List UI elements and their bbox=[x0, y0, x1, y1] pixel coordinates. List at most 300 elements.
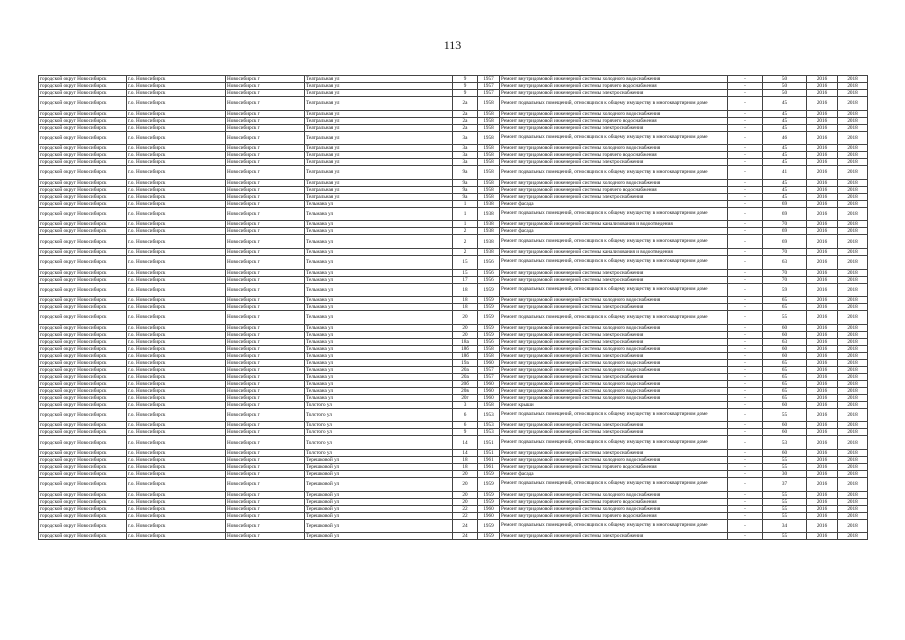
settlement-cell: г.о. Новосибирск bbox=[127, 304, 226, 311]
end-year-cell: 2018 bbox=[838, 422, 868, 429]
house-number-cell: 9 bbox=[453, 429, 478, 436]
end-year-cell: 2018 bbox=[838, 159, 868, 166]
end-year-cell: 2018 bbox=[838, 408, 868, 422]
build-year-cell: 1953 bbox=[478, 408, 500, 422]
house-number-cell: 20 bbox=[453, 331, 478, 338]
end-year-cell: 2018 bbox=[838, 76, 868, 83]
settlement-cell: г.о. Новосибирск bbox=[127, 436, 226, 450]
end-year-cell: 2018 bbox=[838, 380, 868, 387]
house-number-cell: 20 bbox=[453, 498, 478, 505]
house-number-cell: 18а bbox=[453, 338, 478, 345]
table-row bbox=[39, 533, 868, 540]
build-year-cell: 1958 bbox=[478, 352, 500, 359]
start-year-cell: 2016 bbox=[807, 324, 838, 331]
start-year-cell: 2016 bbox=[807, 90, 838, 97]
end-year-cell: 2018 bbox=[838, 394, 868, 401]
wear-percent-cell: 55 bbox=[763, 311, 807, 325]
municipality-cell: городской округ Новосибирск bbox=[39, 345, 127, 352]
house-number-cell: 20а bbox=[453, 366, 478, 373]
locality-cell: Новосибирск г bbox=[226, 131, 305, 145]
table-row bbox=[39, 387, 868, 394]
settlement-cell: г.о. Новосибирск bbox=[127, 269, 226, 276]
street-cell: Театральная ул bbox=[305, 145, 453, 152]
settlement-cell: г.о. Новосибирск bbox=[127, 422, 226, 429]
table-row bbox=[39, 359, 868, 366]
house-number-cell: 1 bbox=[453, 221, 478, 228]
build-year-cell: 1959 bbox=[478, 470, 500, 477]
start-year-cell: 2016 bbox=[807, 477, 838, 491]
build-year-cell: 1960 bbox=[478, 359, 500, 366]
locality-cell: Новосибирск г bbox=[226, 366, 305, 373]
locality-cell: Новосибирск г bbox=[226, 401, 305, 408]
dash-cell: - bbox=[728, 491, 763, 498]
house-number-cell: 9а bbox=[453, 186, 478, 193]
end-year-cell: 2018 bbox=[838, 366, 868, 373]
street-cell: Терешковой ул bbox=[305, 505, 453, 512]
municipality-cell: городской округ Новосибирск bbox=[39, 463, 127, 470]
street-cell: Терешковой ул bbox=[305, 498, 453, 505]
street-cell: Тельмана ул bbox=[305, 366, 453, 373]
start-year-cell: 2016 bbox=[807, 498, 838, 505]
house-number-cell: 19а bbox=[453, 359, 478, 366]
wear-percent-cell: 45 bbox=[763, 193, 807, 200]
start-year-cell: 2016 bbox=[807, 283, 838, 297]
house-number-cell: 2а bbox=[453, 97, 478, 111]
street-cell: Тельмана ул bbox=[305, 311, 453, 325]
locality-cell: Новосибирск г bbox=[226, 338, 305, 345]
house-number-cell: 18 bbox=[453, 283, 478, 297]
table-row bbox=[39, 463, 868, 470]
work-type-cell: Ремонт внутридомовой инженерной системы горячего водоснабжения bbox=[500, 117, 728, 124]
settlement-cell: г.о. Новосибирск bbox=[127, 311, 226, 325]
house-number-cell: 2а bbox=[453, 124, 478, 131]
street-cell: Терешковой ул bbox=[305, 477, 453, 491]
table-row bbox=[39, 207, 868, 221]
house-number-cell: 9а bbox=[453, 179, 478, 186]
house-number-cell: 2а bbox=[453, 110, 478, 117]
start-year-cell: 2016 bbox=[807, 338, 838, 345]
locality-cell: Новосибирск г bbox=[226, 331, 305, 338]
build-year-cell: 1959 bbox=[478, 304, 500, 311]
locality-cell: Новосибирск г bbox=[226, 533, 305, 540]
start-year-cell: 2016 bbox=[807, 110, 838, 117]
settlement-cell: г.о. Новосибирск bbox=[127, 248, 226, 255]
table-row bbox=[39, 436, 868, 450]
street-cell: Тельмана ул bbox=[305, 221, 453, 228]
dash-cell: - bbox=[728, 228, 763, 235]
municipality-cell: городской округ Новосибирск bbox=[39, 324, 127, 331]
table-row bbox=[39, 200, 868, 207]
start-year-cell: 2016 bbox=[807, 394, 838, 401]
start-year-cell: 2016 bbox=[807, 491, 838, 498]
table-row bbox=[39, 221, 868, 228]
table-row bbox=[39, 422, 868, 429]
wear-percent-cell: 55 bbox=[763, 456, 807, 463]
wear-percent-cell: 45 bbox=[763, 145, 807, 152]
wear-percent-cell: 69 bbox=[763, 235, 807, 249]
house-number-cell: 14 bbox=[453, 449, 478, 456]
end-year-cell: 2018 bbox=[838, 512, 868, 519]
municipality-cell: городской округ Новосибирск bbox=[39, 533, 127, 540]
table-row bbox=[39, 235, 868, 249]
house-number-cell: 6 bbox=[453, 408, 478, 422]
work-type-cell: Ремонт внутридомовой инженерной системы холодного водоснабжения bbox=[500, 76, 728, 83]
dash-cell: - bbox=[728, 401, 763, 408]
wear-percent-cell: 65 bbox=[763, 359, 807, 366]
wear-percent-cell: 45 bbox=[763, 124, 807, 131]
dash-cell: - bbox=[728, 359, 763, 366]
table-row bbox=[39, 498, 868, 505]
locality-cell: Новосибирск г bbox=[226, 505, 305, 512]
start-year-cell: 2016 bbox=[807, 387, 838, 394]
municipality-cell: городской округ Новосибирск bbox=[39, 408, 127, 422]
settlement-cell: г.о. Новосибирск bbox=[127, 519, 226, 533]
table-row bbox=[39, 331, 868, 338]
locality-cell: Новосибирск г bbox=[226, 276, 305, 283]
table-row bbox=[39, 248, 868, 255]
build-year-cell: 1958 bbox=[478, 110, 500, 117]
build-year-cell: 1957 bbox=[478, 76, 500, 83]
settlement-cell: г.о. Новосибирск bbox=[127, 131, 226, 145]
end-year-cell: 2018 bbox=[838, 179, 868, 186]
locality-cell: Новосибирск г bbox=[226, 456, 305, 463]
start-year-cell: 2016 bbox=[807, 373, 838, 380]
end-year-cell: 2018 bbox=[838, 228, 868, 235]
end-year-cell: 2018 bbox=[838, 110, 868, 117]
table-row bbox=[39, 311, 868, 325]
settlement-cell: г.о. Новосибирск bbox=[127, 110, 226, 117]
municipality-cell: городской округ Новосибирск bbox=[39, 394, 127, 401]
house-number-cell: 20 bbox=[453, 491, 478, 498]
table-row bbox=[39, 269, 868, 276]
street-cell: Терешковой ул bbox=[305, 491, 453, 498]
municipality-cell: городской округ Новосибирск bbox=[39, 449, 127, 456]
table-row bbox=[39, 76, 868, 83]
house-number-cell: 9а bbox=[453, 166, 478, 180]
dash-cell: - bbox=[728, 283, 763, 297]
build-year-cell: 1958 bbox=[478, 117, 500, 124]
municipality-cell: городской округ Новосибирск bbox=[39, 387, 127, 394]
municipality-cell: городской округ Новосибирск bbox=[39, 269, 127, 276]
build-year-cell: 1957 bbox=[478, 373, 500, 380]
dash-cell: - bbox=[728, 179, 763, 186]
build-year-cell: 1958 bbox=[478, 166, 500, 180]
street-cell: Толстого ул bbox=[305, 408, 453, 422]
start-year-cell: 2016 bbox=[807, 186, 838, 193]
build-year-cell: 1960 bbox=[478, 512, 500, 519]
wear-percent-cell: 45 bbox=[763, 159, 807, 166]
work-type-cell: Ремонт внутридомовой инженерной системы электроснабжения bbox=[500, 159, 728, 166]
house-number-cell: 20в bbox=[453, 387, 478, 394]
wear-percent-cell: 70 bbox=[763, 269, 807, 276]
build-year-cell: 1957 bbox=[478, 366, 500, 373]
wear-percent-cell: 60 bbox=[763, 331, 807, 338]
street-cell: Тельмана ул bbox=[305, 276, 453, 283]
locality-cell: Новосибирск г bbox=[226, 429, 305, 436]
work-type-cell: Ремонт внутридомовой инженерной системы холодного водоснабжения bbox=[500, 394, 728, 401]
dash-cell: - bbox=[728, 124, 763, 131]
dash-cell: - bbox=[728, 449, 763, 456]
municipality-cell: городской округ Новосибирск bbox=[39, 145, 127, 152]
wear-percent-cell: 55 bbox=[763, 491, 807, 498]
municipality-cell: городской округ Новосибирск bbox=[39, 331, 127, 338]
street-cell: Толстого ул bbox=[305, 401, 453, 408]
table-row bbox=[39, 90, 868, 97]
dash-cell: - bbox=[728, 200, 763, 207]
build-year-cell: 1958 bbox=[478, 401, 500, 408]
wear-percent-cell: 60 bbox=[763, 352, 807, 359]
table-row bbox=[39, 255, 868, 269]
work-type-cell: Ремонт подвальных помещений, относящихся к общему имуществу в многоквартирном доме bbox=[500, 408, 728, 422]
locality-cell: Новосибирск г bbox=[226, 76, 305, 83]
house-number-cell: 20б bbox=[453, 380, 478, 387]
street-cell: Театральная ул bbox=[305, 179, 453, 186]
start-year-cell: 2016 bbox=[807, 533, 838, 540]
wear-percent-cell: 69 bbox=[763, 200, 807, 207]
settlement-cell: г.о. Новосибирск bbox=[127, 449, 226, 456]
build-year-cell: 1938 bbox=[478, 235, 500, 249]
settlement-cell: г.о. Новосибирск bbox=[127, 117, 226, 124]
settlement-cell: г.о. Новосибирск bbox=[127, 380, 226, 387]
locality-cell: Новосибирск г bbox=[226, 207, 305, 221]
dash-cell: - bbox=[728, 366, 763, 373]
street-cell: Театральная ул bbox=[305, 159, 453, 166]
settlement-cell: г.о. Новосибирск bbox=[127, 124, 226, 131]
dash-cell: - bbox=[728, 207, 763, 221]
build-year-cell: 1960 bbox=[478, 380, 500, 387]
dash-cell: - bbox=[728, 304, 763, 311]
street-cell: Терешковой ул bbox=[305, 456, 453, 463]
settlement-cell: г.о. Новосибирск bbox=[127, 408, 226, 422]
locality-cell: Новосибирск г bbox=[226, 449, 305, 456]
build-year-cell: 1960 bbox=[478, 394, 500, 401]
end-year-cell: 2018 bbox=[838, 248, 868, 255]
municipality-cell: городской округ Новосибирск bbox=[39, 131, 127, 145]
start-year-cell: 2016 bbox=[807, 97, 838, 111]
end-year-cell: 2018 bbox=[838, 297, 868, 304]
end-year-cell: 2018 bbox=[838, 276, 868, 283]
start-year-cell: 2016 bbox=[807, 304, 838, 311]
wear-percent-cell: 70 bbox=[763, 248, 807, 255]
end-year-cell: 2018 bbox=[838, 505, 868, 512]
locality-cell: Новосибирск г bbox=[226, 311, 305, 325]
house-number-cell: 20 bbox=[453, 470, 478, 477]
end-year-cell: 2018 bbox=[838, 345, 868, 352]
table-row bbox=[39, 477, 868, 491]
build-year-cell: 1960 bbox=[478, 505, 500, 512]
street-cell: Тельмана ул bbox=[305, 255, 453, 269]
street-cell: Театральная ул bbox=[305, 90, 453, 97]
locality-cell: Новосибирск г bbox=[226, 394, 305, 401]
municipality-cell: городской округ Новосибирск bbox=[39, 124, 127, 131]
settlement-cell: г.о. Новосибирск bbox=[127, 152, 226, 159]
work-type-cell: Ремонт внутридомовой инженерной системы канализования и водоотведения bbox=[500, 248, 728, 255]
work-type-cell: Ремонт внутридомовой инженерной системы электроснабжения bbox=[500, 124, 728, 131]
dash-cell: - bbox=[728, 235, 763, 249]
end-year-cell: 2018 bbox=[838, 207, 868, 221]
municipality-cell: городской округ Новосибирск bbox=[39, 304, 127, 311]
locality-cell: Новосибирск г bbox=[226, 352, 305, 359]
work-type-cell: Ремонт внутридомовой инженерной системы холодного водоснабжения bbox=[500, 380, 728, 387]
dash-cell: - bbox=[728, 221, 763, 228]
work-type-cell: Ремонт внутридомовой инженерной системы электроснабжения bbox=[500, 429, 728, 436]
locality-cell: Новосибирск г bbox=[226, 152, 305, 159]
dash-cell: - bbox=[728, 331, 763, 338]
wear-percent-cell: 65 bbox=[763, 394, 807, 401]
end-year-cell: 2018 bbox=[838, 352, 868, 359]
build-year-cell: 1957 bbox=[478, 90, 500, 97]
work-type-cell: Ремонт внутридомовой инженерной системы горячего водоснабжения bbox=[500, 463, 728, 470]
settlement-cell: г.о. Новосибирск bbox=[127, 470, 226, 477]
locality-cell: Новосибирск г bbox=[226, 186, 305, 193]
dash-cell: - bbox=[728, 463, 763, 470]
municipality-cell: городской округ Новосибирск bbox=[39, 228, 127, 235]
start-year-cell: 2016 bbox=[807, 331, 838, 338]
end-year-cell: 2018 bbox=[838, 283, 868, 297]
settlement-cell: г.о. Новосибирск bbox=[127, 352, 226, 359]
street-cell: Театральная ул bbox=[305, 76, 453, 83]
settlement-cell: г.о. Новосибирск bbox=[127, 366, 226, 373]
street-cell: Театральная ул bbox=[305, 83, 453, 90]
table-row bbox=[39, 366, 868, 373]
start-year-cell: 2016 bbox=[807, 193, 838, 200]
table-row bbox=[39, 352, 868, 359]
start-year-cell: 2016 bbox=[807, 401, 838, 408]
dash-cell: - bbox=[728, 436, 763, 450]
locality-cell: Новосибирск г bbox=[226, 477, 305, 491]
table-row bbox=[39, 456, 868, 463]
start-year-cell: 2016 bbox=[807, 269, 838, 276]
wear-percent-cell: 55 bbox=[763, 498, 807, 505]
end-year-cell: 2018 bbox=[838, 235, 868, 249]
locality-cell: Новосибирск г bbox=[226, 463, 305, 470]
wear-percent-cell: 65 bbox=[763, 387, 807, 394]
build-year-cell: 1938 bbox=[478, 200, 500, 207]
street-cell: Театральная ул bbox=[305, 131, 453, 145]
table-row bbox=[39, 166, 868, 180]
wear-percent-cell: 69 bbox=[763, 207, 807, 221]
street-cell: Тельмана ул bbox=[305, 297, 453, 304]
wear-percent-cell: 55 bbox=[763, 505, 807, 512]
dash-cell: - bbox=[728, 498, 763, 505]
start-year-cell: 2016 bbox=[807, 345, 838, 352]
settlement-cell: г.о. Новосибирск bbox=[127, 166, 226, 180]
settlement-cell: г.о. Новосибирск bbox=[127, 83, 226, 90]
wear-percent-cell: 65 bbox=[763, 380, 807, 387]
start-year-cell: 2016 bbox=[807, 512, 838, 519]
table-row bbox=[39, 283, 868, 297]
house-number-cell: 9 bbox=[453, 83, 478, 90]
work-type-cell: Ремонт внутридомовой инженерной системы электроснабжения bbox=[500, 352, 728, 359]
work-type-cell: Ремонт фасада bbox=[500, 470, 728, 477]
house-number-cell: 20а bbox=[453, 373, 478, 380]
street-cell: Тельмана ул bbox=[305, 228, 453, 235]
dash-cell: - bbox=[728, 387, 763, 394]
table-row bbox=[39, 380, 868, 387]
start-year-cell: 2016 bbox=[807, 297, 838, 304]
build-year-cell: 1959 bbox=[478, 519, 500, 533]
wear-percent-cell: 55 bbox=[763, 512, 807, 519]
municipality-cell: городской округ Новосибирск bbox=[39, 221, 127, 228]
street-cell: Театральная ул bbox=[305, 166, 453, 180]
street-cell: Тельмана ул bbox=[305, 207, 453, 221]
house-number-cell: 2а bbox=[453, 117, 478, 124]
table-row bbox=[39, 186, 868, 193]
dash-cell: - bbox=[728, 248, 763, 255]
wear-percent-cell: 50 bbox=[763, 76, 807, 83]
street-cell: Театральная ул bbox=[305, 117, 453, 124]
wear-percent-cell: 65 bbox=[763, 297, 807, 304]
locality-cell: Новосибирск г bbox=[226, 193, 305, 200]
wear-percent-cell: 45 bbox=[763, 179, 807, 186]
end-year-cell: 2018 bbox=[838, 124, 868, 131]
table-row bbox=[39, 324, 868, 331]
locality-cell: Новосибирск г bbox=[226, 166, 305, 180]
build-year-cell: 1953 bbox=[478, 429, 500, 436]
table-row bbox=[39, 470, 868, 477]
table-row bbox=[39, 394, 868, 401]
work-type-cell: Ремонт внутридомовой инженерной системы холодного водоснабжения bbox=[500, 345, 728, 352]
work-type-cell: Ремонт подвальных помещений, относящихся к общему имуществу в многоквартирном доме bbox=[500, 477, 728, 491]
municipality-cell: городской округ Новосибирск bbox=[39, 248, 127, 255]
end-year-cell: 2018 bbox=[838, 200, 868, 207]
start-year-cell: 2016 bbox=[807, 83, 838, 90]
wear-percent-cell: 55 bbox=[763, 463, 807, 470]
work-type-cell: Ремонт внутридомовой инженерной системы электроснабжения bbox=[500, 422, 728, 429]
work-type-cell: Ремонт внутридомовой инженерной системы электроснабжения bbox=[500, 276, 728, 283]
settlement-cell: г.о. Новосибирск bbox=[127, 159, 226, 166]
work-type-cell: Ремонт подвальных помещений, относящихся к общему имуществу в многоквартирном доме bbox=[500, 235, 728, 249]
work-type-cell: Ремонт внутридомовой инженерной системы холодного водоснабжения bbox=[500, 387, 728, 394]
start-year-cell: 2016 bbox=[807, 235, 838, 249]
build-year-cell: 1958 bbox=[478, 124, 500, 131]
municipality-cell: городской округ Новосибирск bbox=[39, 193, 127, 200]
locality-cell: Новосибирск г bbox=[226, 83, 305, 90]
municipality-cell: городской округ Новосибирск bbox=[39, 373, 127, 380]
municipality-cell: городской округ Новосибирск bbox=[39, 97, 127, 111]
house-number-cell: 18б bbox=[453, 352, 478, 359]
end-year-cell: 2018 bbox=[838, 311, 868, 325]
settlement-cell: г.о. Новосибирск bbox=[127, 429, 226, 436]
start-year-cell: 2016 bbox=[807, 449, 838, 456]
end-year-cell: 2018 bbox=[838, 117, 868, 124]
end-year-cell: 2018 bbox=[838, 477, 868, 491]
street-cell: Театральная ул bbox=[305, 186, 453, 193]
work-type-cell: Ремонт внутридомовой инженерной системы холодного водоснабжения bbox=[500, 456, 728, 463]
dash-cell: - bbox=[728, 152, 763, 159]
start-year-cell: 2016 bbox=[807, 429, 838, 436]
table-row bbox=[39, 408, 868, 422]
table-row bbox=[39, 304, 868, 311]
build-year-cell: 1960 bbox=[478, 387, 500, 394]
locality-cell: Новосибирск г bbox=[226, 200, 305, 207]
start-year-cell: 2016 bbox=[807, 166, 838, 180]
street-cell: Тельмана ул bbox=[305, 345, 453, 352]
dash-cell: - bbox=[728, 97, 763, 111]
table-row bbox=[39, 159, 868, 166]
locality-cell: Новосибирск г bbox=[226, 498, 305, 505]
locality-cell: Новосибирск г bbox=[226, 387, 305, 394]
start-year-cell: 2016 bbox=[807, 76, 838, 83]
street-cell: Терешковой ул bbox=[305, 512, 453, 519]
dash-cell: - bbox=[728, 145, 763, 152]
table-row bbox=[39, 145, 868, 152]
house-number-cell: 20 bbox=[453, 311, 478, 325]
work-type-cell: Ремонт подвальных помещений, относящихся к общему имуществу в многоквартирном доме bbox=[500, 283, 728, 297]
municipality-cell: городской округ Новосибирск bbox=[39, 83, 127, 90]
repair-schedule-table bbox=[38, 75, 868, 540]
table-row bbox=[39, 228, 868, 235]
